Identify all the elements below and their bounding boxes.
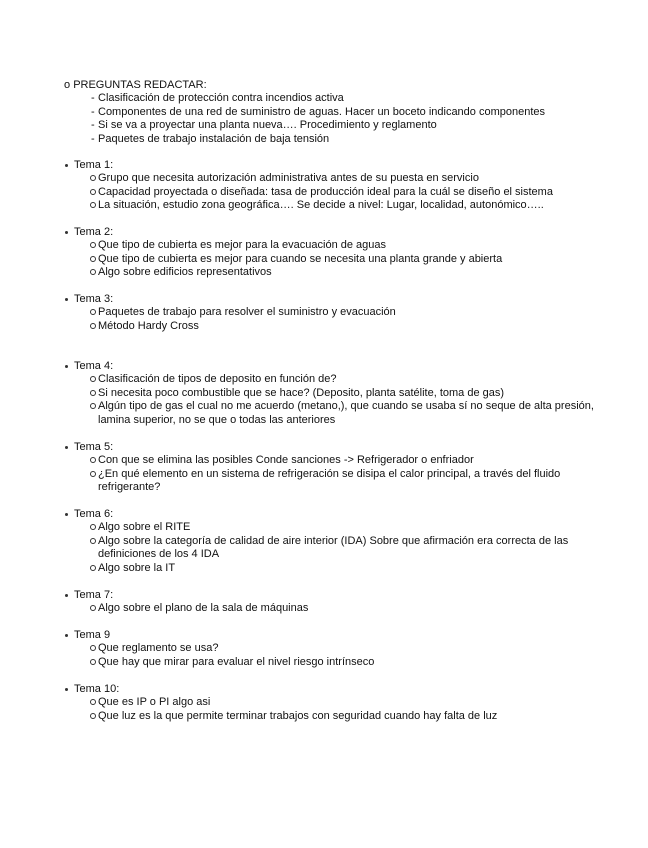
tema-heading: Tema 2: <box>64 226 594 239</box>
tema-section <box>64 629 594 669</box>
list-item: Que reglamento se usa? <box>64 642 594 655</box>
circle-bullet-icon <box>90 565 96 571</box>
bullet-icon <box>65 688 68 691</box>
list-item: Algo sobre la categoría de calidad de aire interior (IDA) Sobre que afirmación era correcta de las definiciones de los 4 IDA <box>64 535 594 562</box>
preguntas-section <box>64 79 594 146</box>
circle-bullet-icon <box>90 309 96 315</box>
circle-bullet-icon <box>90 175 96 181</box>
list-item: Que luz es la que permite terminar trabajos con seguridad cuando hay falta de luz <box>64 710 594 723</box>
bullet-icon <box>65 365 68 368</box>
circle-bullet-icon <box>90 403 96 409</box>
bullet-icon <box>65 231 68 234</box>
list-item: Que tipo de cubierta es mejor para cuando se necesita una planta grande y abierta <box>64 253 594 266</box>
tema-section <box>64 508 594 575</box>
tema-heading: Tema 9 <box>64 629 594 642</box>
circle-bullet-icon <box>90 713 96 719</box>
tema-heading: Tema 4: <box>64 360 594 373</box>
tema-section <box>64 589 594 616</box>
tema-section <box>64 226 594 280</box>
tema-section <box>64 683 594 723</box>
list-item: ¿En qué elemento en un sistema de refrigeración se disipa el calor principal, a través del fluido refrigerante? <box>64 468 594 495</box>
tema-section <box>64 441 594 495</box>
bullet-icon <box>65 594 68 597</box>
tema-heading: Tema 1: <box>64 159 594 172</box>
circle-bullet-icon <box>90 524 96 530</box>
circle-bullet-icon <box>90 323 96 329</box>
circle-bullet-icon <box>90 699 96 705</box>
tema-heading: Tema 3: <box>64 293 594 306</box>
list-item: Algo sobre el plano de la sala de máquinas <box>64 602 594 615</box>
list-item: Con que se elimina las posibles Conde sanciones -> Refrigerador o enfriador <box>64 454 594 467</box>
bullet-icon <box>65 513 68 516</box>
list-item: Algún tipo de gas el cual no me acuerdo (metano,), que cuando se usaba sí no seque de alta presión, lamina superior, no se que o todas las anteriores <box>64 400 594 427</box>
preguntas-heading <box>64 79 594 92</box>
circle-bullet-icon <box>90 269 96 275</box>
circle-bullet-icon <box>90 376 96 382</box>
preguntas-item: - Componentes de una red de suministro de aguas. Hacer un boceto indicando componentes <box>91 105 546 118</box>
circle-bullet-icon <box>90 189 96 195</box>
list-item: Si necesita poco combustible que se hace? (Deposito, planta satélite, toma de gas) <box>64 387 594 400</box>
list-item: Capacidad proyectada o diseñada: tasa de producción ideal para la cuál se diseño el sistema <box>64 186 594 199</box>
list-item: Algo sobre el RITE <box>64 521 594 534</box>
bullet-icon <box>65 446 68 449</box>
circle-bullet-icon <box>90 659 96 665</box>
list-item: Que hay que mirar para evaluar el nivel riesgo intrínseco <box>64 656 594 669</box>
circle-bullet-icon <box>90 471 96 477</box>
list-item: Grupo que necesita autorización administrativa antes de su puesta en servicio <box>64 172 594 185</box>
circle-bullet-icon <box>90 242 96 248</box>
list-item: Algo sobre edificios representativos <box>64 266 594 279</box>
bullet-icon <box>65 298 68 301</box>
preguntas-item: - Si se va a proyectar una planta nueva…. Procedimiento y reglamento <box>91 119 437 132</box>
tema-section <box>64 293 594 333</box>
circle-bullet-icon <box>90 457 96 463</box>
circle-bullet-icon <box>90 390 96 396</box>
circle-bullet-icon <box>90 202 96 208</box>
tema-section <box>64 360 594 427</box>
circle-bullet-icon <box>90 645 96 651</box>
bullet-icon <box>65 634 68 637</box>
bullet-icon <box>65 164 68 167</box>
list-item: Clasificación de tipos de deposito en función de? <box>64 373 594 386</box>
list-item: Que tipo de cubierta es mejor para la evacuación de aguas <box>64 239 594 252</box>
preguntas-item: - Paquetes de trabajo instalación de baja tensión <box>91 132 330 145</box>
list-item: Paquetes de trabajo para resolver el suministro y evacuación <box>64 306 594 319</box>
tema-heading: Tema 6: <box>64 508 594 521</box>
circle-bullet-icon <box>90 605 96 611</box>
list-item: La situación, estudio zona geográfica…. Se decide a nivel: Lugar, localidad, autonómico….. <box>64 199 594 212</box>
list-item: Método Hardy Cross <box>64 320 594 333</box>
circle-bullet-icon <box>90 538 96 544</box>
list-item: Que es IP o PI algo asi <box>64 696 594 709</box>
tema-heading: Tema 10: <box>64 683 594 696</box>
preguntas-marker: o <box>64 79 71 91</box>
tema-section <box>64 159 594 213</box>
tema-heading: Tema 5: <box>64 441 594 454</box>
preguntas-title: PREGUNTAS REDACTAR: <box>73 79 207 91</box>
tema-heading: Tema 7: <box>64 589 594 602</box>
list-item: Algo sobre la IT <box>64 562 594 575</box>
preguntas-item: - Clasificación de protección contra incendios activa <box>91 92 344 105</box>
circle-bullet-icon <box>90 256 96 262</box>
